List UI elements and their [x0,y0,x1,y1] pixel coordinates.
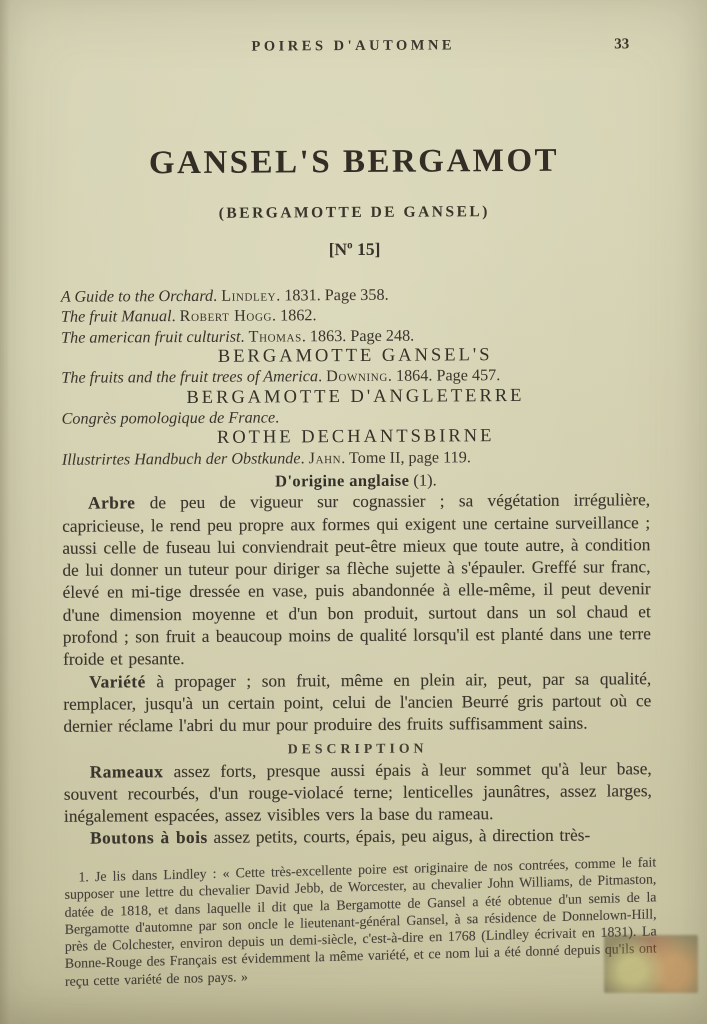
paragraph-rameaux [64,758,652,828]
paragraph-boutons [64,825,652,851]
origin-rest: (1). [409,470,437,490]
bibliography-entry [62,446,650,470]
synonym-name-heading: BERGAMOTTE GANSEL'S [217,345,493,367]
entry-tail: . Tome II, page 119. [341,448,471,468]
synonym-name-heading: ROTHE DECHANTSBIRNE [216,426,495,449]
variety-synonym-title: (BERGAMOTTE DE GANSEL) [218,203,490,222]
paragraph-text: de peu de vigueur sur cognassier ; sa végétation irrégulière, capricieuse, le rend peu propre aux formes qui exigent une certaine surveillance ; aussi celle de fuseau lui conviendrait peut-être mieux que toute autre, à condition de lui donner un tuteur pour diriger sa flèche sujette à s'épauler. Greffé sur franc, élevé en mi-tige dressée en vase, puis abandonnée à elle-même, il peut devenir d'une dimension moyenne et d'un bon produit, surtout dans un sol chaud et profond ; son fruit a beaucoup moins de qualité lorsqu'il est planté dans une terre froide et pesante. [62,490,651,670]
paragraph-lead: Variété [89,671,146,692]
footnote-text: 1. Je lis dans Lindley : « Cette très-excellente poire est originaire de nos contrées, comme le fait supposer une lettre du chevalier David Jebb, de Worcester, au chevalier John Williams, de Pitmaston, datée de 1818, et dans laquelle il dit que la Bergamotte de Gansel a été obtenue d'un semis de la Bergamotte d'automne par son oncle le lieutenant-général Gansel, à sa résidence de Donnelown-Hill, près de Colchester, environ depuis un demi-siècle, c'est-à-dire en 1768 (Lindley écrivait en 1831). La Bonne-Rouge des Français est évidemment la même variété, et ce nom lui a été donné depuis qu'ils ont reçu cette variété de nos pays. » [64,855,657,990]
running-header [59,36,647,60]
entry-tail: . 1864. Page 457. [387,366,501,386]
origin-bold: D'origine anglaise [275,470,410,491]
description-body [62,489,652,850]
number-close: 15] [352,238,381,260]
description-section-heading: DESCRIPTION [287,740,428,756]
faded-fruit-photo-thumbnail [604,935,698,993]
entry-tail: . 1863. Page 248. [301,326,415,345]
author-name: Thomas [248,326,302,346]
paragraph-variete [63,668,651,738]
running-header-title: POIRES D'AUTOMNE [251,37,456,55]
separator: . [318,367,327,386]
synonym-name-heading: BERGAMOTTE D'ANGLETERRE [186,385,525,408]
author-name: Jahn [308,449,342,468]
book-title: Illustrirtes Handbuch der Obstkunde [61,449,301,469]
paragraph-text: assez forts, presque aussi épais à leur sommet qu'à leur base, souvent recourbés, d'un rouge-violacé terne; lenticelles jaunâtres, assez larges, inégalement espacées, assez visibles vers la base du rameau. [63,758,652,826]
paragraph-text: à propager ; son fruit, même en plein air, peut, par sa qualité, remplacer, jusqu'à un certain point, celui de l'ancien Beurré gris partout où ce dernier réclame l'abri du mur pour produire des fruits suffisamment sains. [63,668,652,737]
footnote [64,854,656,991]
paragraph-lead: Boutons à bois [90,828,208,849]
book-title: The fruits and the fruit trees of America [61,367,319,388]
separator: . [171,307,180,326]
variety-title: GANSEL'S BERGAMOT [148,142,560,182]
author-name: Lindley [221,286,277,305]
book-title: The american fruit culturist [61,327,241,347]
number-ordinal: o [347,239,353,252]
entry-tail: . 1862. [271,306,317,325]
number-open: [N [328,239,348,260]
separator: . [240,327,249,346]
separator: . [300,449,309,468]
entry-tail: . [275,408,280,427]
book-title: Congrès pomologique de France [61,408,276,428]
paragraph-text: assez petits, courts, épais, peu aigus, à direction très- [207,825,591,848]
author-name: Downing [326,367,388,386]
separator: . [213,286,222,305]
entry-tail: . 1831. Page 358. [276,285,389,305]
book-title: A Guide to the Orchard [60,286,214,306]
author-name: Robert Hogg [179,306,273,326]
synonymy-bibliography [61,283,650,493]
book-title: The fruit Manual [60,307,172,327]
page-number: 33 [614,36,630,53]
paragraph-arbre [62,489,651,671]
variety-number [60,237,648,262]
paragraph-lead: Arbre [88,493,136,513]
paragraph-lead: Rameaux [89,761,164,782]
